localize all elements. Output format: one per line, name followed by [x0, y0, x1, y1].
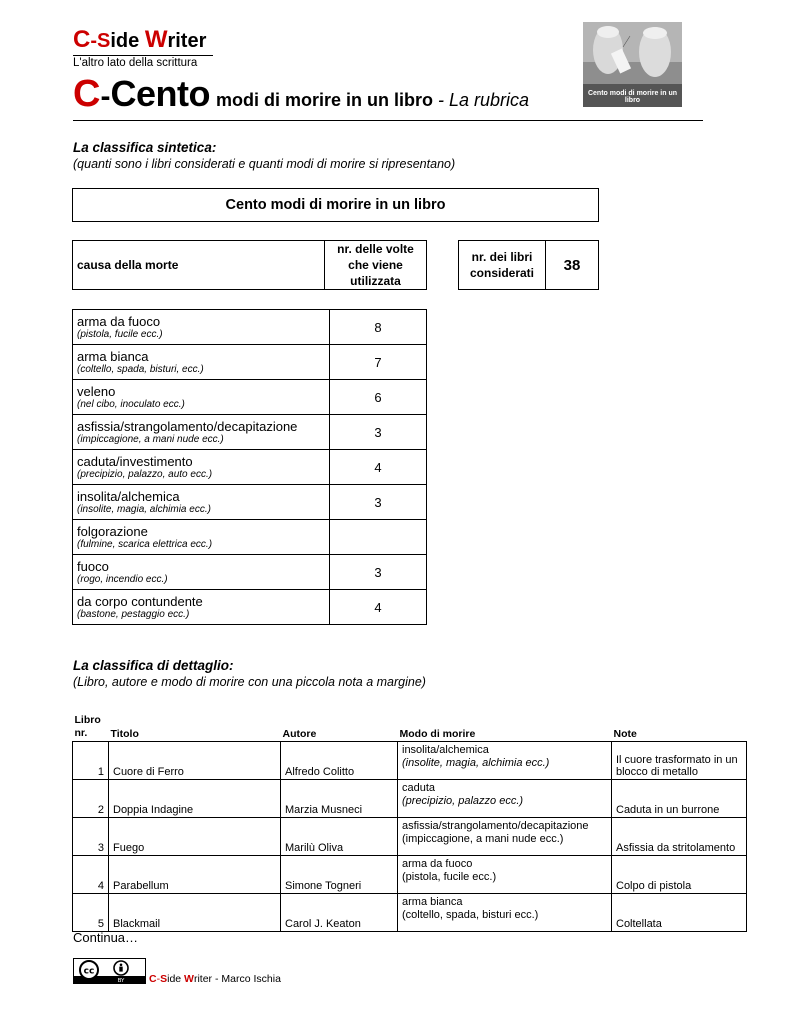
book-number: 4 [73, 856, 109, 894]
cause-count: 4 [330, 590, 427, 625]
footer-brand-ide: ide [167, 973, 185, 985]
mode-examples: (impiccagione, a mani nude ecc.) [402, 833, 564, 845]
books-count-value: 38 [563, 256, 581, 274]
table-row [73, 818, 747, 856]
table-row [73, 485, 427, 520]
table-row [73, 380, 427, 415]
table-row [73, 590, 427, 625]
cc-text: cc [83, 966, 95, 977]
brand-logo [73, 28, 206, 53]
cause-count: 8 [330, 310, 427, 345]
cause-cell [73, 520, 330, 555]
col-author-header: Autore [281, 714, 398, 742]
book-note: Il cuore trasformato in un blocco di metallo [612, 742, 747, 780]
cause-count [330, 520, 427, 555]
cause-header [72, 240, 427, 290]
cause-examples: (fulmine, scarica elettrica ecc.) [77, 538, 213, 550]
cause-name: insolita/alchemica [77, 488, 180, 504]
table-row [73, 310, 427, 345]
title-cento: Cento [110, 73, 210, 114]
title-separator: - [432, 90, 449, 110]
thumbnail-caption: Cento modi di morire in un libro [587, 90, 678, 104]
cause-name: asfissia/strangolamento/decapitazione [77, 418, 298, 434]
col-num-header-line2: nr. [74, 727, 88, 739]
brand-w: W [144, 26, 168, 53]
book-author: Simone Togneri [281, 856, 398, 894]
cause-examples: (bastone, pestaggio ecc.) [77, 608, 190, 620]
book-title-box: Cento modi di morire in un libro [72, 188, 599, 222]
table-row [73, 415, 427, 450]
book-author: Carol J. Keaton [281, 894, 398, 932]
mode-name: caduta [402, 782, 436, 794]
col-count-header: nr. delle volte che viene utilizzata [337, 242, 414, 288]
book-author: Alfredo Colitto [281, 742, 398, 780]
causes-table [72, 309, 427, 625]
detail-header-row [73, 714, 747, 742]
footer-brand-riter: riter [193, 973, 213, 985]
detail-subheading: (Libro, autore e modo di morire con una piccola nota a margine) [73, 675, 426, 689]
cause-examples: (pistola, fucile ecc.) [77, 328, 163, 340]
mode-name: insolita/alchemica [402, 744, 489, 756]
summary-heading: La classifica sintetica: [73, 140, 217, 155]
table-row [73, 520, 427, 555]
cause-count: 4 [330, 450, 427, 485]
cause-name: arma da fuoco [77, 313, 161, 329]
book-title: Cuore di Ferro [109, 742, 281, 780]
summary-subheading: (quanti sono i libri considerati e quanti modi di morire si ripresentano) [73, 157, 456, 171]
table-row [73, 780, 747, 818]
cause-cell [73, 450, 330, 485]
creative-commons-icon [74, 959, 145, 983]
mode-name: arma bianca [402, 896, 463, 908]
death-mode [398, 742, 612, 780]
mode-examples: (precipizio, palazzo ecc.) [402, 795, 524, 807]
col-mode-header: Modo di morire [398, 714, 612, 742]
cause-examples: (rogo, incendio ecc.) [77, 573, 168, 585]
brand-c: C [73, 26, 91, 53]
footer-author: - Marco Ischia [212, 973, 281, 985]
book-title: Doppia Indagine [109, 780, 281, 818]
death-mode [398, 818, 612, 856]
title-rubrica: La rubrica [448, 90, 530, 110]
col-num-header-line1: Libro [74, 714, 101, 726]
mode-examples: (coltello, spada, bisturi ecc.) [402, 909, 539, 921]
table-row [73, 856, 747, 894]
cause-examples: (insolite, magia, alchimia ecc.) [77, 503, 211, 515]
col-note-header: Note [612, 714, 747, 742]
brand-underline [73, 55, 213, 56]
cause-name: arma bianca [77, 348, 149, 364]
mode-name: asfissia/strangolamento/decapitazione [402, 820, 589, 832]
cause-cell [73, 310, 330, 345]
book-note: Colpo di pistola [612, 856, 747, 894]
col-title-header: Titolo [109, 714, 281, 742]
title-c: C [73, 73, 101, 115]
death-mode [398, 856, 612, 894]
book-author: Marzia Musneci [281, 780, 398, 818]
table-row [73, 345, 427, 380]
brand-riter: riter [167, 30, 207, 52]
detail-table [72, 714, 747, 932]
book-title: Blackmail [109, 894, 281, 932]
cause-count: 3 [330, 485, 427, 520]
mode-name: arma da fuoco [402, 858, 473, 870]
cause-count: 6 [330, 380, 427, 415]
page-title [73, 74, 529, 122]
footer-brand-w: W [184, 973, 194, 985]
table-row [73, 555, 427, 590]
footer-brand-s: S [160, 973, 168, 985]
cause-examples: (nel cibo, inoculato ecc.) [77, 398, 185, 410]
cause-name: da corpo contundente [77, 593, 203, 609]
mode-examples: (insolite, magia, alchimia ecc.) [402, 757, 550, 769]
cause-count: 3 [330, 555, 427, 590]
brand-ide: ide [110, 30, 145, 52]
footer-credit [149, 973, 281, 985]
detail-heading: La classifica di dettaglio: [73, 658, 234, 673]
book-note: Caduta in un burrone [612, 780, 747, 818]
book-title: Fuego [109, 818, 281, 856]
cover-thumbnail [583, 22, 682, 107]
book-number: 1 [73, 742, 109, 780]
cause-examples: (coltello, spada, bisturi, ecc.) [77, 363, 204, 375]
brand-dash: - [90, 30, 98, 52]
book-number: 5 [73, 894, 109, 932]
death-mode [398, 894, 612, 932]
cause-name: veleno [77, 383, 116, 399]
brand-s: S [97, 30, 111, 52]
books-count-label: nr. dei libri considerati [459, 241, 546, 289]
continua-label: Continua… [73, 930, 139, 945]
col-num-header [73, 714, 109, 742]
book-number: 2 [73, 780, 109, 818]
cause-name: folgorazione [77, 523, 148, 539]
book-note: Asfissia da stritolamento [612, 818, 747, 856]
table-row [73, 894, 747, 932]
title-dash: - [100, 80, 111, 113]
col-cause-header: causa della morte [73, 241, 325, 289]
book-number: 3 [73, 818, 109, 856]
book-title: Parabellum [109, 856, 281, 894]
cause-cell [73, 380, 330, 415]
cause-examples: (precipizio, palazzo, auto ecc.) [77, 468, 213, 480]
table-row [73, 450, 427, 485]
cause-count: 7 [330, 345, 427, 380]
footer-brand-c: C [149, 973, 157, 985]
header-divider [73, 120, 703, 121]
cc-license-badge [73, 958, 146, 984]
cause-cell [73, 345, 330, 380]
by-text: BY [117, 978, 125, 983]
cause-cell [73, 485, 330, 520]
cause-cell [73, 415, 330, 450]
tagline: L'altro lato della scrittura [73, 57, 198, 69]
cause-examples: (impiccagione, a mani nude ecc.) [77, 433, 224, 445]
cause-name: fuoco [77, 558, 109, 574]
table-row [73, 742, 747, 780]
books-count-box [458, 240, 599, 290]
title-subtitle: modi di morire in un libro [215, 90, 433, 110]
cause-cell [73, 590, 330, 625]
cause-name: caduta/investimento [77, 453, 193, 469]
death-mode [398, 780, 612, 818]
cause-count: 3 [330, 415, 427, 450]
cause-cell [73, 555, 330, 590]
book-author: Marilù Oliva [281, 818, 398, 856]
footer-brand-dash: - [156, 973, 161, 985]
mode-examples: (pistola, fucile ecc.) [402, 871, 497, 883]
book-note: Coltellata [612, 894, 747, 932]
